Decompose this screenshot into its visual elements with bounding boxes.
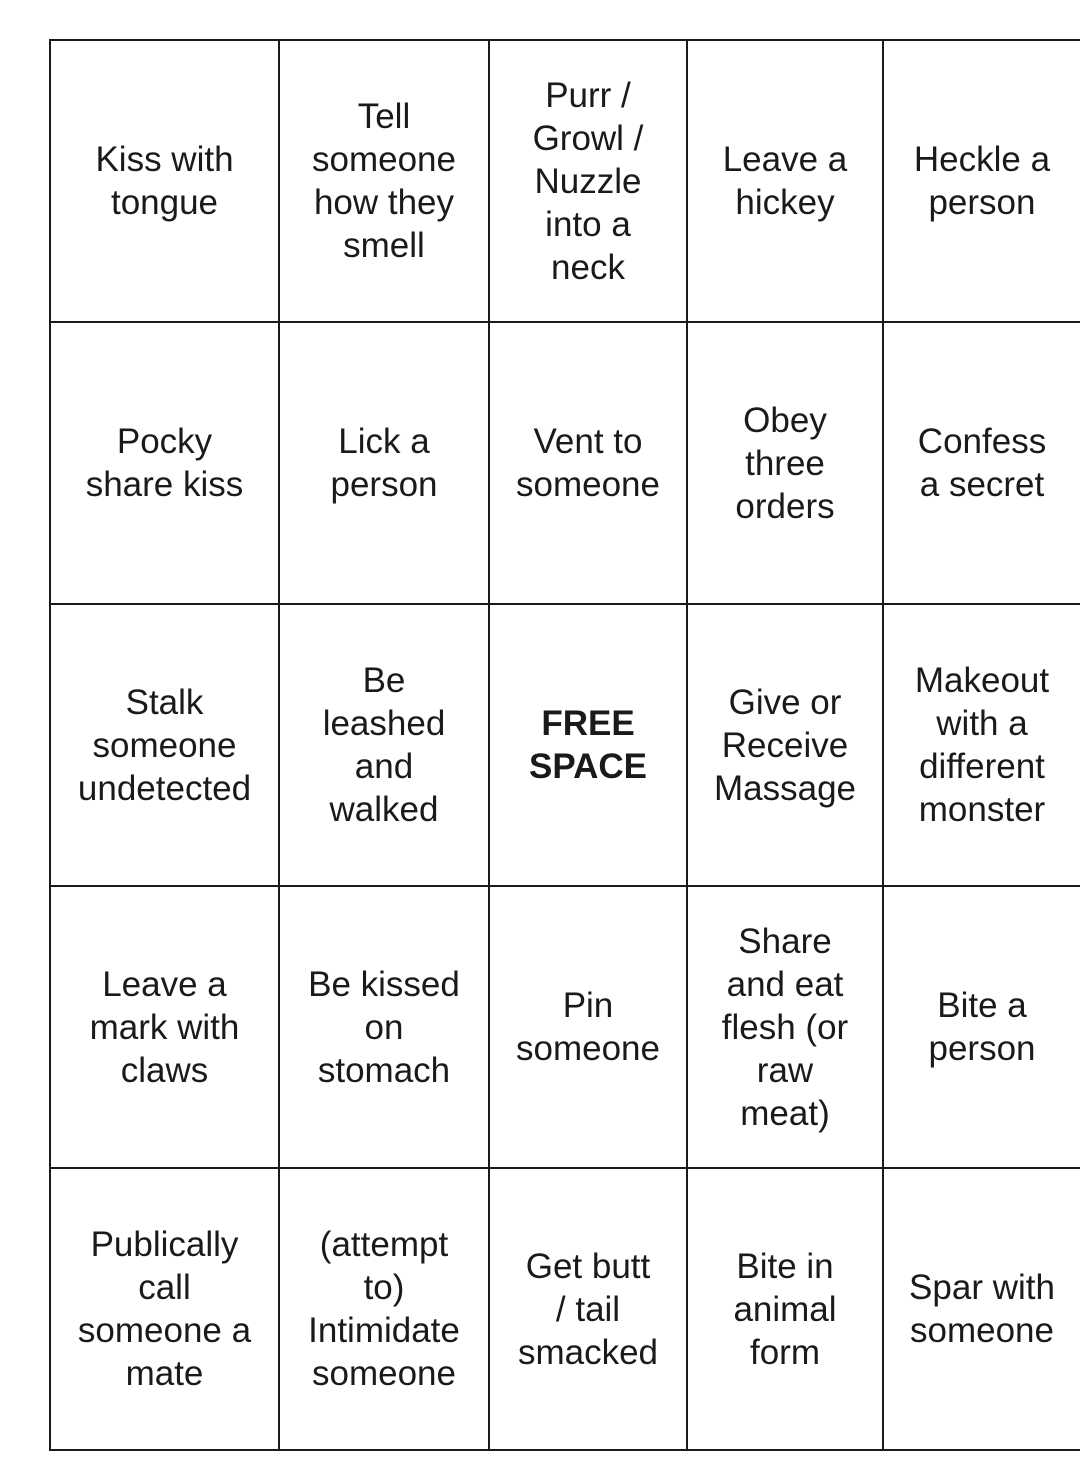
bingo-cell bbox=[280, 605, 490, 887]
bingo-cell bbox=[490, 1169, 688, 1451]
cell-text: Give or Receive Massage bbox=[713, 682, 857, 808]
bingo-cell bbox=[490, 323, 688, 605]
cell-text: Tell someone how they smell bbox=[312, 97, 456, 265]
cell-text: (attempt to) Intimidate someone bbox=[308, 1225, 460, 1393]
bingo-cell bbox=[51, 887, 280, 1169]
bingo-cell bbox=[280, 41, 490, 323]
cell-text: Share and eat flesh (or raw meat) bbox=[721, 921, 849, 1133]
cell-text: Obey three orders bbox=[735, 400, 835, 526]
cell-text: Confess a secret bbox=[917, 422, 1047, 504]
bingo-cell bbox=[51, 605, 280, 887]
cell-text: Heckle a person bbox=[913, 140, 1051, 222]
bingo-cell bbox=[884, 1169, 1080, 1451]
bingo-cell bbox=[884, 323, 1080, 605]
cell-text: Pin someone bbox=[516, 986, 660, 1068]
free-space-label: FREE SPACE bbox=[529, 704, 647, 786]
bingo-cell bbox=[280, 323, 490, 605]
cell-text: Be kissed on stomach bbox=[308, 964, 460, 1090]
cell-text: Leave a hickey bbox=[722, 140, 848, 222]
bingo-cell bbox=[51, 323, 280, 605]
cell-text: Spar with someone bbox=[909, 1268, 1055, 1350]
bingo-cell bbox=[280, 887, 490, 1169]
cell-text: Bite in animal form bbox=[733, 1246, 837, 1372]
bingo-cell bbox=[688, 41, 884, 323]
bingo-cell bbox=[280, 1169, 490, 1451]
cell-text: Purr / Growl / Nuzzle into a neck bbox=[532, 75, 644, 287]
cell-text: Stalk someone undetected bbox=[77, 682, 252, 808]
bingo-cell bbox=[688, 1169, 884, 1451]
cell-text: Makeout with a different monster bbox=[914, 661, 1050, 829]
cell-text: Bite a person bbox=[928, 986, 1036, 1068]
bingo-cell bbox=[490, 41, 688, 323]
cell-text: Publically call someone a mate bbox=[77, 1225, 252, 1393]
bingo-cell bbox=[51, 1169, 280, 1451]
cell-text: Lick a person bbox=[330, 422, 438, 504]
cell-text: Leave a mark with claws bbox=[89, 964, 240, 1090]
bingo-cell bbox=[884, 41, 1080, 323]
cell-text: Get butt / tail smacked bbox=[517, 1246, 659, 1372]
cell-text: Pocky share kiss bbox=[85, 422, 244, 504]
bingo-cell bbox=[884, 605, 1080, 887]
cell-text: Be leashed and walked bbox=[322, 661, 446, 829]
bingo-cell bbox=[688, 605, 884, 887]
bingo-cell bbox=[688, 323, 884, 605]
cell-text: Kiss with tongue bbox=[95, 140, 234, 222]
bingo-cell bbox=[490, 887, 688, 1169]
free-space-cell bbox=[490, 605, 688, 887]
bingo-cell bbox=[688, 887, 884, 1169]
bingo-board bbox=[49, 39, 1080, 1451]
bingo-cell bbox=[884, 887, 1080, 1169]
bingo-cell bbox=[51, 41, 280, 323]
cell-text: Vent to someone bbox=[516, 422, 660, 504]
